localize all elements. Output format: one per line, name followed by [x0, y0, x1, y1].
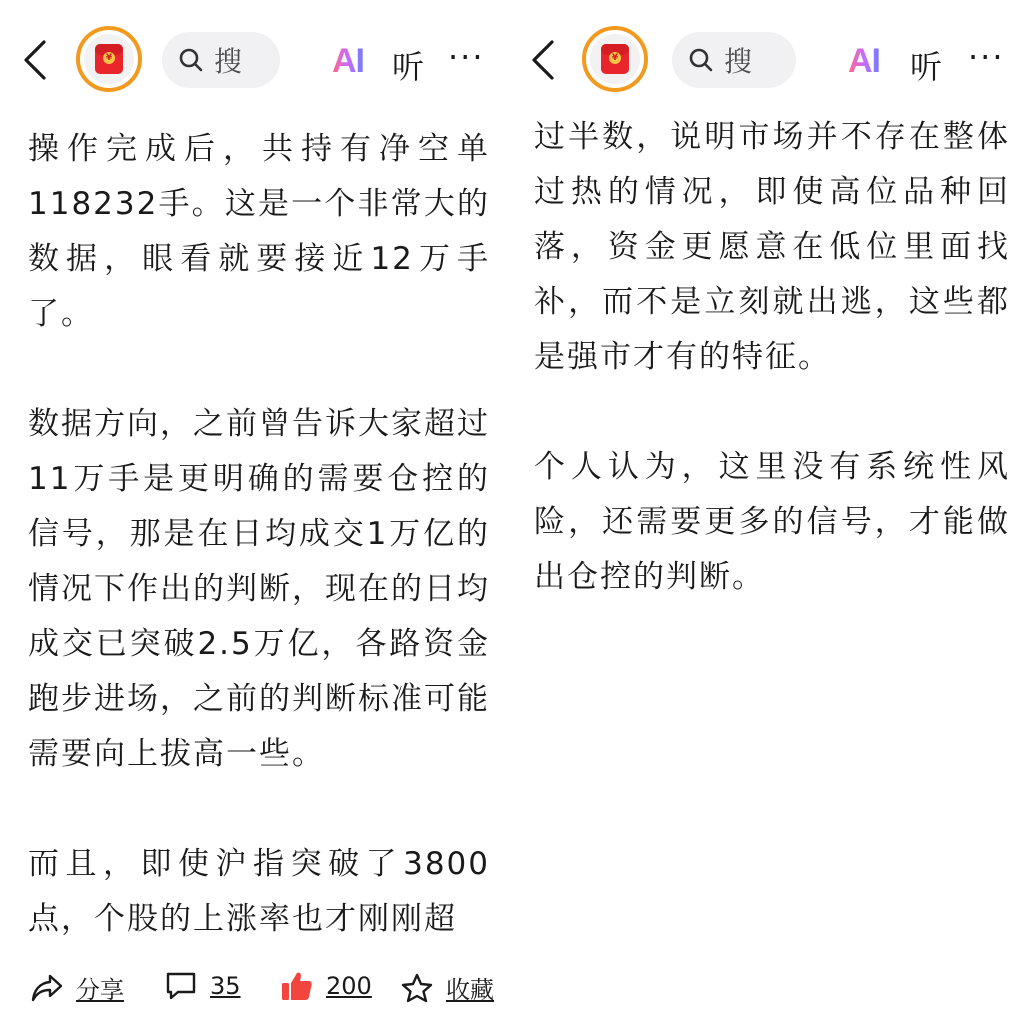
- red-packet-avatar[interactable]: [76, 26, 142, 92]
- ai-button[interactable]: AI: [332, 42, 364, 80]
- search-icon: [178, 47, 204, 73]
- back-button[interactable]: [18, 36, 54, 84]
- back-chevron-icon: [526, 36, 562, 84]
- search-input[interactable]: [672, 32, 796, 88]
- red-packet-avatar[interactable]: [582, 26, 648, 92]
- share-label: 分享: [76, 976, 124, 1004]
- listen-button[interactable]: 听: [910, 48, 943, 86]
- article-paragraph: 个人认为，这里没有系统性风险，还需要更多的信号，才能做出仓控的判断。: [534, 449, 1010, 595]
- article-panel-left: [0, 0, 506, 1024]
- search-placeholder: 搜: [724, 45, 753, 78]
- thumbs-up-icon: [280, 970, 314, 1002]
- favorite-button[interactable]: [400, 970, 494, 1005]
- share-icon: [30, 972, 64, 1004]
- search-icon: [688, 47, 714, 73]
- top-navigation-bar: [512, 22, 1024, 100]
- comment-icon: [164, 970, 198, 1002]
- article-paragraph: 过半数，说明市场并不存在整体过热的情况，即使高位品种回落，资金更愿意在低位里面找补，而不是立刻就出逃，这些都是强市才有的特征。: [534, 119, 1010, 375]
- red-packet-icon: [601, 44, 629, 74]
- share-button[interactable]: [30, 970, 124, 1005]
- like-button[interactable]: [280, 970, 372, 1002]
- top-navigation-bar: [0, 22, 506, 100]
- article-body: [534, 110, 1010, 660]
- more-menu-button[interactable]: ···: [448, 38, 485, 76]
- article-paragraph: 数据方向，之前曾告诉大家超过11万手是更明确的需要仓控的信号，那是在日均成交1万亿的情况下作出的判断，现在的日均成交已突破2.5万亿，各路资金跑步进场，之前的判断标准可能需要向上拔高一些。: [28, 406, 490, 772]
- comment-button[interactable]: [164, 970, 241, 1002]
- article-paragraph: 操作完成后，共持有净空单118232手。这是一个非常大的数据，眼看就要接近12万手了。: [28, 131, 490, 332]
- search-input[interactable]: [162, 32, 280, 88]
- star-icon: [400, 972, 434, 1004]
- like-count: 200: [326, 972, 372, 1000]
- red-packet-icon: [95, 44, 123, 74]
- search-placeholder: 搜: [214, 45, 243, 78]
- article-body: [28, 122, 490, 1002]
- comment-count: 35: [210, 972, 241, 1000]
- bottom-action-bar: [0, 962, 506, 1016]
- article-paragraph: 而且，即使沪指突破了3800点，个股的上涨率也才刚刚超: [28, 846, 490, 937]
- article-panel-right: [512, 0, 1024, 1024]
- ai-button[interactable]: AI: [848, 42, 880, 80]
- back-button[interactable]: [526, 36, 562, 84]
- listen-button[interactable]: 听: [392, 48, 425, 86]
- favorite-label: 收藏: [446, 976, 494, 1004]
- more-menu-button[interactable]: ···: [968, 38, 1005, 76]
- back-chevron-icon: [18, 36, 54, 84]
